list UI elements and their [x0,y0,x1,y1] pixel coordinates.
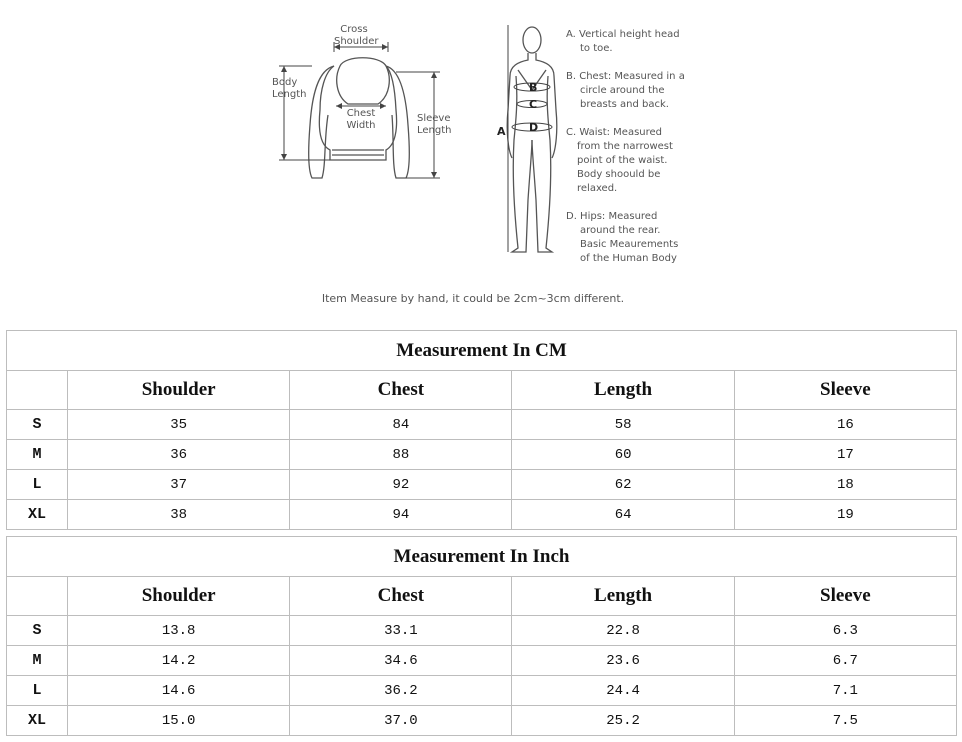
value-cell: 92 [290,470,512,500]
table-title: Measurement In CM [7,331,957,371]
cm-size-table [6,330,957,530]
value-cell: 58 [512,410,734,440]
measure-disclaimer: Item Measure by hand, it could be 2cm~3cm different. [321,292,625,305]
value-cell: 16 [734,410,956,440]
value-cell: 36 [68,440,290,470]
marker-c: C [529,98,538,111]
size-cell: S [7,410,68,440]
size-cell: L [7,676,68,706]
value-cell: 84 [290,410,512,440]
marker-d: D [529,121,539,134]
table-row [7,440,957,470]
value-cell: 94 [290,500,512,530]
note-d-line3: Basic Meaurements [580,239,679,250]
value-cell: 6.7 [734,646,956,676]
header-length: Length [512,371,734,410]
body-length-line2: Length [272,89,307,100]
sleeve-length-label [417,113,452,137]
value-cell: 62 [512,470,734,500]
header-chest: Chest [290,577,512,616]
human-figure [507,27,557,252]
value-cell: 7.1 [734,676,956,706]
table-row [7,410,957,440]
value-cell: 34.6 [290,646,512,676]
table-row [7,470,957,500]
value-cell: 38 [68,500,290,530]
size-cell: XL [7,706,68,736]
value-cell: 19 [734,500,956,530]
sleeve-length-line1: Sleeve [417,113,451,124]
value-cell: 88 [290,440,512,470]
value-cell: 18 [734,470,956,500]
note-d-line2: around the rear. [580,225,661,236]
header-sleeve: Sleeve [734,371,956,410]
value-cell: 36.2 [290,676,512,706]
note-c-line2: from the narrowest [577,141,673,152]
header-shoulder: Shoulder [68,371,290,410]
note-a [566,28,680,56]
size-cell: XL [7,500,68,530]
garment-sketch [0,0,962,320]
header-shoulder: Shoulder [68,577,290,616]
table-title: Measurement In Inch [7,537,957,577]
value-cell: 35 [68,410,290,440]
cross-shoulder-line1: Cross [340,24,368,35]
measurement-diagram [0,0,962,320]
marker-a: A [497,125,506,138]
header-length: Length [512,577,734,616]
note-c-line3: point of the waist. [577,155,668,166]
table-row [7,706,957,736]
value-cell: 23.6 [512,646,734,676]
note-c-line1: C. Waist: Measured [566,127,663,138]
value-cell: 17 [734,440,956,470]
note-b-line2: circle around the [580,85,665,96]
value-cell: 33.1 [290,616,512,646]
note-c-line5: relaxed. [577,183,618,194]
note-c [566,126,673,196]
header-sleeve: Sleeve [734,577,956,616]
cross-shoulder-line2: Shoulder [334,36,379,47]
value-cell: 14.6 [68,676,290,706]
value-cell: 7.5 [734,706,956,736]
size-cell: L [7,470,68,500]
value-cell: 24.4 [512,676,734,706]
chest-width-line2: Width [346,120,376,131]
value-cell: 6.3 [734,616,956,646]
inch-size-table [6,536,957,736]
value-cell: 60 [512,440,734,470]
chest-width-label [340,108,382,132]
table-row [7,500,957,530]
note-c-line4: Body shoould be [577,169,661,180]
note-d [566,210,678,266]
sleeve-length-line2: Length [417,125,452,136]
value-cell: 37 [68,470,290,500]
body-length-line1: Body [272,77,298,88]
table-row [7,616,957,646]
size-cell: M [7,440,68,470]
note-a-line1: A. Vertical height head [566,29,680,40]
value-cell: 22.8 [512,616,734,646]
note-b-line1: B. Chest: Measured in a [566,71,685,82]
note-b [566,70,685,112]
header-row [7,371,957,410]
table-row [7,646,957,676]
cross-shoulder-label [334,24,379,48]
value-cell: 64 [512,500,734,530]
value-cell: 13.8 [68,616,290,646]
value-cell: 25.2 [512,706,734,736]
header-cell [7,371,68,410]
note-a-line2: to toe. [580,43,613,54]
note-d-line1: D. Hips: Measured [566,211,658,222]
header-cell [7,577,68,616]
body-length-label [272,77,307,101]
size-cell: M [7,646,68,676]
value-cell: 37.0 [290,706,512,736]
note-d-line4: of the Human Body [580,253,677,264]
value-cell: 15.0 [68,706,290,736]
marker-b: B [529,81,538,94]
size-cell: S [7,616,68,646]
chest-width-line1: Chest [346,108,376,119]
note-b-line3: breasts and back. [580,99,669,110]
header-row [7,577,957,616]
table-row [7,676,957,706]
value-cell: 14.2 [68,646,290,676]
header-chest: Chest [290,371,512,410]
